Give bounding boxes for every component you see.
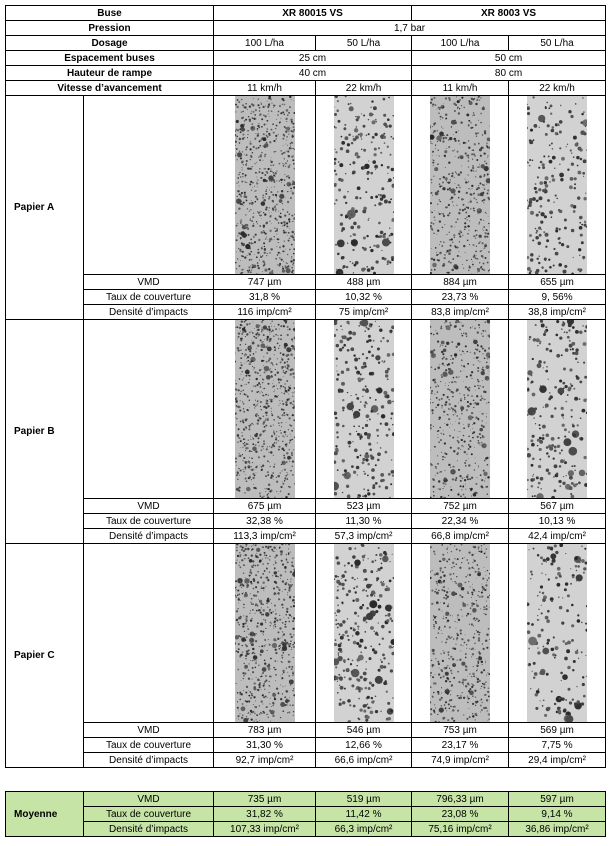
results-table xyxy=(5,5,606,768)
hauteur-label: Hauteur de rampe xyxy=(6,66,214,81)
water-sensitive-paper xyxy=(235,544,295,722)
spacer xyxy=(84,544,214,723)
water-sensitive-paper xyxy=(430,544,490,722)
water-sensitive-paper xyxy=(334,544,394,722)
pression-value: 1,7 bar xyxy=(214,21,606,36)
densite-value: 83,8 imp/cm² xyxy=(412,305,509,320)
buse-label: Buse xyxy=(6,6,214,21)
taux-value: 7,75 % xyxy=(509,738,606,753)
taux-avg: 23,08 % xyxy=(412,807,509,822)
densite-value: 42,4 imp/cm² xyxy=(509,529,606,544)
water-sensitive-paper xyxy=(235,320,295,498)
vmd-avg: 735 µm xyxy=(214,792,316,807)
taux-value: 11,30 % xyxy=(316,514,412,529)
spacer xyxy=(84,96,214,275)
water-sensitive-paper xyxy=(334,96,394,274)
espacement-1: 25 cm xyxy=(214,51,412,66)
droplet-pattern xyxy=(334,320,394,498)
densite-avg: 107,33 imp/cm² xyxy=(214,822,316,837)
vitesse-label: Vitesse d’avancement xyxy=(6,81,214,96)
taux-value: 9, 56% xyxy=(509,290,606,305)
densite-value: 38,8 imp/cm² xyxy=(509,305,606,320)
taux-avg: 31,82 % xyxy=(214,807,316,822)
taux-value: 10,13 % xyxy=(509,514,606,529)
vmd-label: VMD xyxy=(84,792,214,807)
densite-value: 75 imp/cm² xyxy=(316,305,412,320)
vmd-value: 488 µm xyxy=(316,275,412,290)
densite-avg: 36,86 imp/cm² xyxy=(509,822,606,837)
densite-value: 74,9 imp/cm² xyxy=(412,753,509,768)
vmd-value: 567 µm xyxy=(509,499,606,514)
vmd-value: 783 µm xyxy=(214,723,316,738)
densite-value: 29,4 imp/cm² xyxy=(509,753,606,768)
water-sensitive-paper xyxy=(334,320,394,498)
taux-value: 31,30 % xyxy=(214,738,316,753)
vmd-label: VMD xyxy=(84,499,214,514)
densite-value: 92,7 imp/cm² xyxy=(214,753,316,768)
densite-value: 66,6 imp/cm² xyxy=(316,753,412,768)
droplet-pattern xyxy=(235,544,295,722)
nozzle-1: XR 80015 VS xyxy=(214,6,412,21)
water-sensitive-paper xyxy=(527,320,587,498)
dosage-1: 100 L/ha xyxy=(214,36,316,51)
dosage-label: Dosage xyxy=(6,36,214,51)
spacer xyxy=(84,320,214,499)
droplet-pattern xyxy=(334,96,394,274)
dosage-2: 50 L/ha xyxy=(316,36,412,51)
taux-label: Taux de couverture xyxy=(84,514,214,529)
droplet-pattern xyxy=(430,96,490,274)
vitesse-3: 11 km/h xyxy=(412,81,509,96)
nozzle-2: XR 8003 VS xyxy=(412,6,606,21)
taux-value: 31,8 % xyxy=(214,290,316,305)
vmd-label: VMD xyxy=(84,275,214,290)
vmd-avg: 796,33 µm xyxy=(412,792,509,807)
droplet-pattern xyxy=(235,96,295,274)
pression-label: Pression xyxy=(6,21,214,36)
droplet-pattern xyxy=(235,320,295,498)
water-sensitive-paper xyxy=(527,544,587,722)
droplet-pattern xyxy=(527,544,587,722)
paper-b-label: Papier B xyxy=(6,320,84,544)
densite-value: 113,3 imp/cm² xyxy=(214,529,316,544)
vmd-value: 655 µm xyxy=(509,275,606,290)
vitesse-4: 22 km/h xyxy=(509,81,606,96)
vmd-value: 569 µm xyxy=(509,723,606,738)
droplet-pattern xyxy=(334,544,394,722)
densite-avg: 75,16 imp/cm² xyxy=(412,822,509,837)
taux-value: 32,38 % xyxy=(214,514,316,529)
taux-value: 23,17 % xyxy=(412,738,509,753)
taux-label: Taux de couverture xyxy=(84,807,214,822)
dosage-3: 100 L/ha xyxy=(412,36,509,51)
taux-value: 10,32 % xyxy=(316,290,412,305)
dosage-4: 50 L/ha xyxy=(509,36,606,51)
taux-value: 12,66 % xyxy=(316,738,412,753)
vmd-value: 546 µm xyxy=(316,723,412,738)
water-sensitive-paper xyxy=(235,96,295,274)
vmd-value: 523 µm xyxy=(316,499,412,514)
densite-value: 116 imp/cm² xyxy=(214,305,316,320)
vitesse-2: 22 km/h xyxy=(316,81,412,96)
water-sensitive-paper xyxy=(430,320,490,498)
espacement-2: 50 cm xyxy=(412,51,606,66)
droplet-pattern xyxy=(527,96,587,274)
water-sensitive-paper xyxy=(430,96,490,274)
densite-label: Densité d’impacts xyxy=(84,822,214,837)
taux-avg: 9,14 % xyxy=(509,807,606,822)
densite-value: 66,8 imp/cm² xyxy=(412,529,509,544)
densite-label: Densité d’impacts xyxy=(84,305,214,320)
vmd-label: VMD xyxy=(84,723,214,738)
taux-value: 23,73 % xyxy=(412,290,509,305)
moyenne-label: Moyenne xyxy=(6,792,84,837)
droplet-pattern xyxy=(430,320,490,498)
vmd-avg: 597 µm xyxy=(509,792,606,807)
droplet-pattern xyxy=(430,544,490,722)
vmd-value: 675 µm xyxy=(214,499,316,514)
vmd-avg: 519 µm xyxy=(316,792,412,807)
taux-value: 22,34 % xyxy=(412,514,509,529)
hauteur-1: 40 cm xyxy=(214,66,412,81)
espacement-label: Espacement buses xyxy=(6,51,214,66)
densite-label: Densité d’impacts xyxy=(84,529,214,544)
taux-label: Taux de couverture xyxy=(84,738,214,753)
vmd-value: 752 µm xyxy=(412,499,509,514)
vmd-value: 753 µm xyxy=(412,723,509,738)
water-sensitive-paper xyxy=(527,96,587,274)
taux-avg: 11,42 % xyxy=(316,807,412,822)
densite-avg: 66,3 imp/cm² xyxy=(316,822,412,837)
densite-value: 57,3 imp/cm² xyxy=(316,529,412,544)
taux-label: Taux de couverture xyxy=(84,290,214,305)
paper-a-label: Papier A xyxy=(6,96,84,320)
paper-c-label: Papier C xyxy=(6,544,84,768)
droplet-pattern xyxy=(527,320,587,498)
hauteur-2: 80 cm xyxy=(412,66,606,81)
vmd-value: 884 µm xyxy=(412,275,509,290)
average-table xyxy=(5,791,606,837)
densite-label: Densité d’impacts xyxy=(84,753,214,768)
vmd-value: 747 µm xyxy=(214,275,316,290)
vitesse-1: 11 km/h xyxy=(214,81,316,96)
